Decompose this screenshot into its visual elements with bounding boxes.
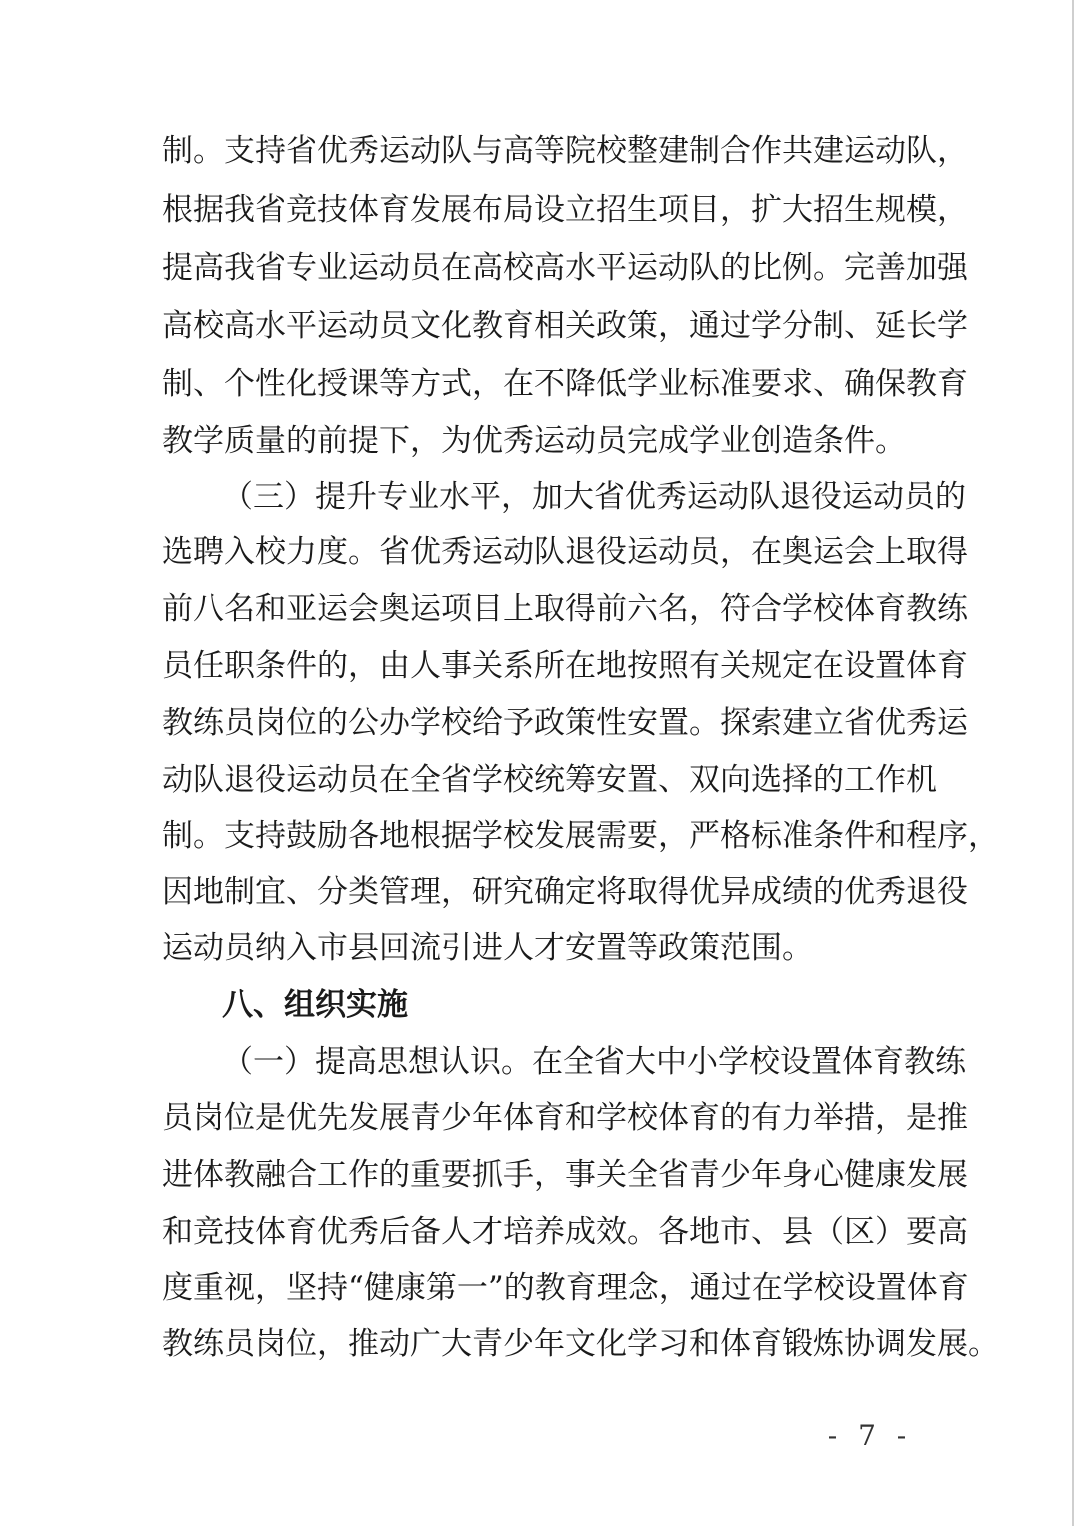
- text-line: 员任职条件的，由人事关系所在地按照有关规定在设置体育: [162, 648, 968, 684]
- page-edge-divider: [1072, 0, 1074, 1526]
- text-line: 度重视，坚持“健康第一”的教育理念，通过在学校设置体育: [162, 1270, 969, 1306]
- text-line: 提高我省专业运动员在高校高水平运动队的比例。完善加强: [162, 250, 968, 286]
- section-heading: 八、组织实施: [222, 987, 408, 1023]
- text-line: 制。支持省优秀运动队与高等院校整建制合作共建运动队，: [162, 133, 968, 169]
- text-line: 教练员岗位，推动广大青少年文化学习和体育锻炼协调发展。: [162, 1326, 999, 1362]
- text-line: 员岗位是优先发展青少年体育和学校体育的有力举措，是推: [162, 1100, 968, 1136]
- text-line: 高校高水平运动员文化教育相关政策，通过学分制、延长学: [162, 308, 968, 344]
- text-line: 教学质量的前提下，为优秀运动员完成学业创造条件。: [162, 423, 906, 459]
- text-line: 运动员纳入市县回流引进人才安置等政策范围。: [162, 930, 813, 966]
- paragraph-heading-line: （三）提升专业水平，加大省优秀运动队退役运动员的: [222, 479, 966, 515]
- text-line: 前八名和亚运会奥运项目上取得前六名，符合学校体育教练: [162, 591, 968, 627]
- text-line: 和竞技体育优秀后备人才培养成效。各地市、县（区）要高: [162, 1214, 968, 1250]
- page-number: - 7 -: [827, 1419, 913, 1452]
- text-line: 进体教融合工作的重要抓手，事关全省青少年身心健康发展: [162, 1157, 968, 1193]
- text-line: 制、个性化授课等方式，在不降低学业标准要求、确保教育: [162, 366, 968, 402]
- text-line: 根据我省竞技体育发展布局设立招生项目，扩大招生规模，: [162, 192, 968, 228]
- text-line: 动队退役运动员在全省学校统筹安置、双向选择的工作机: [162, 762, 937, 798]
- text-line: 选聘入校力度。省优秀运动队退役运动员，在奥运会上取得: [162, 534, 968, 570]
- text-line: 教练员岗位的公办学校给予政策性安置。探索建立省优秀运: [162, 705, 968, 741]
- text-line: 因地制宜、分类管理，研究确定将取得优异成绩的优秀退役: [162, 874, 968, 910]
- paragraph-heading-line: （一）提高思想认识。在全省大中小学校设置体育教练: [222, 1044, 966, 1080]
- text-line: 制。支持鼓励各地根据学校发展需要，严格标准条件和程序，: [162, 818, 999, 854]
